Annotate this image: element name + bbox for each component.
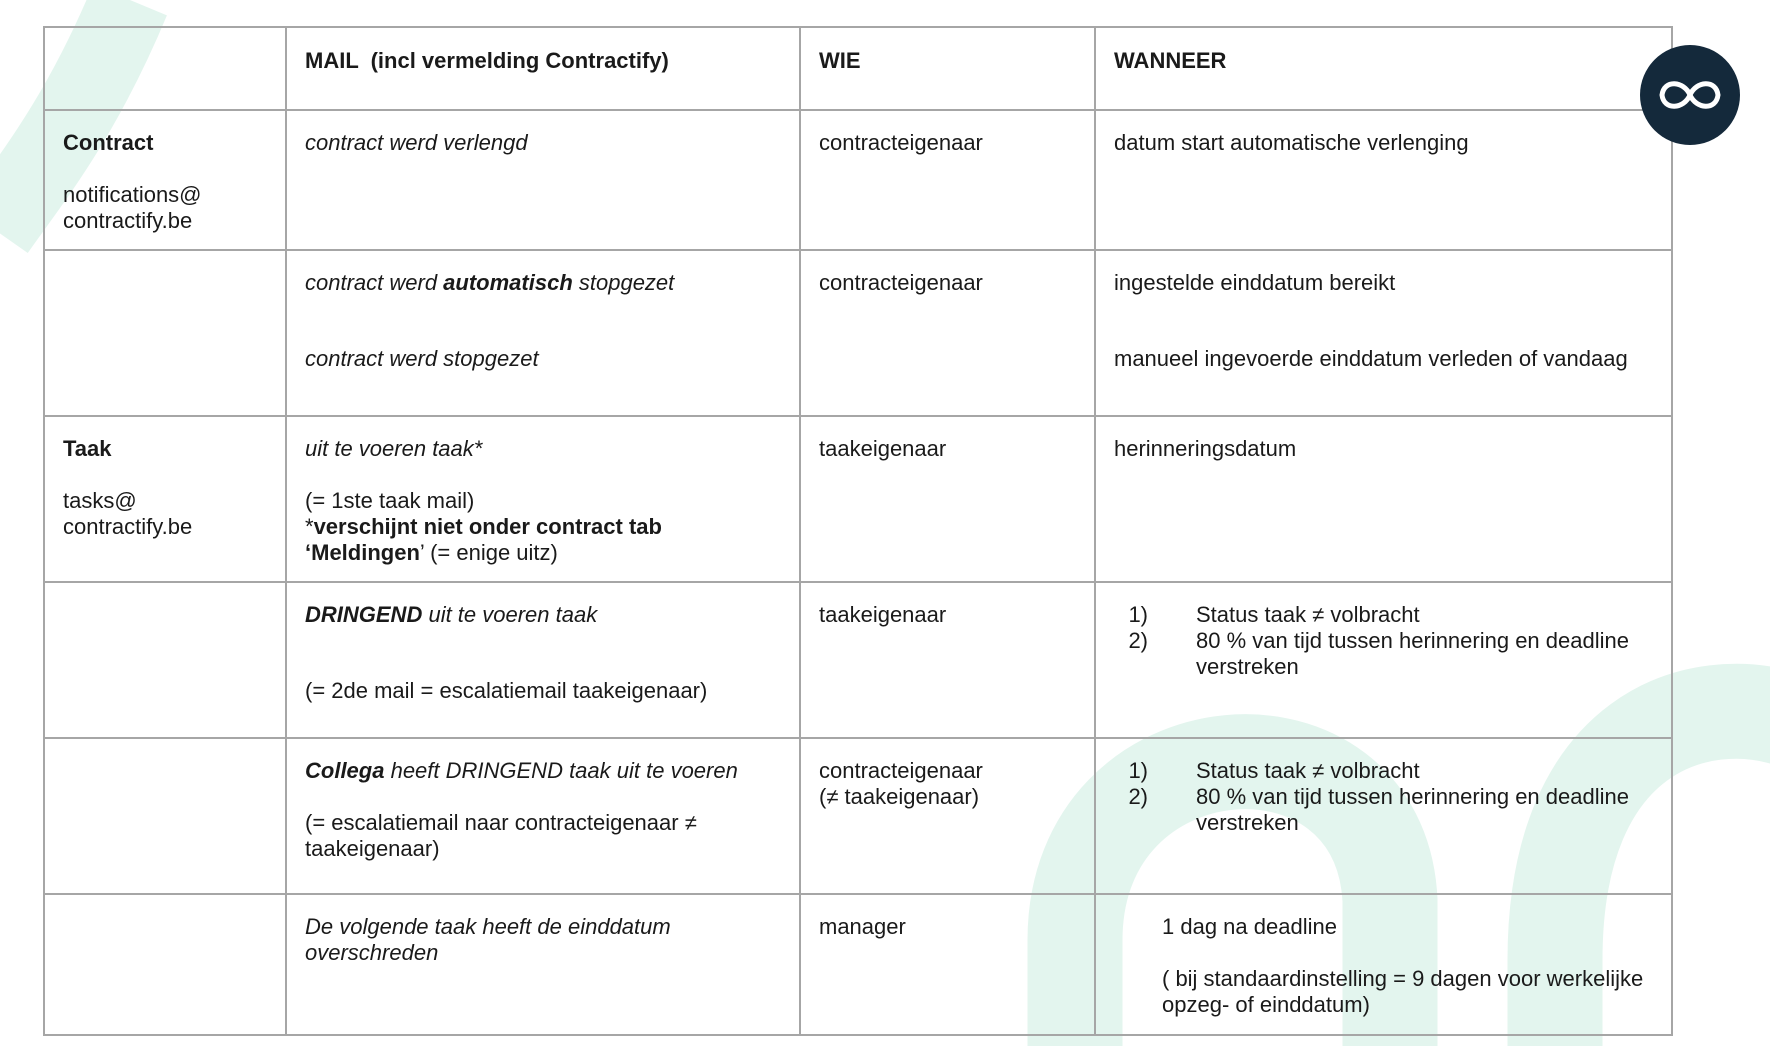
header-wanneer: WANNEER — [1095, 27, 1672, 110]
wanneer-cell — [1095, 738, 1672, 894]
list-item — [1096, 602, 1653, 628]
wanneer-text: 1 dag na deadline — [1162, 914, 1337, 939]
mail-note: ’ (= enige uitz) — [419, 540, 558, 565]
list-number: 1) — [1128, 602, 1148, 627]
wie-cell: contracteigenaar — [800, 110, 1095, 250]
list-item — [1096, 628, 1653, 680]
mail-cell — [286, 738, 800, 894]
wanneer-text: manueel ingevoerde einddatum verleden of vandaag — [1114, 346, 1628, 371]
table-row — [44, 894, 1672, 1035]
wie-text: (≠ taakeigenaar) — [819, 784, 980, 809]
category-cell — [44, 110, 286, 250]
category-title: Contract — [63, 130, 154, 155]
category-title: Taak — [63, 436, 112, 461]
mail-note: (= 1ste taak mail) — [305, 488, 475, 513]
category-cell — [44, 894, 286, 1035]
category-email: notifications@ — [63, 182, 202, 207]
list-text: Status taak ≠ volbracht — [1196, 602, 1420, 627]
category-cell — [44, 250, 286, 416]
mail-cell — [286, 582, 800, 738]
mail-note: (= escalatiemail naar contracteigenaar ≠ taakeigenaar) — [305, 810, 697, 861]
table-row — [44, 110, 1672, 250]
list-text: 80 % van tijd tussen herinnering en deadline verstreken — [1196, 784, 1629, 835]
mail-note: (= 2de mail = escalatiemail taakeigenaar) — [305, 678, 708, 703]
category-cell — [44, 738, 286, 894]
wanneer-cell — [1095, 582, 1672, 738]
mail-text: stopgezet — [572, 270, 675, 295]
list-number: 2) — [1128, 628, 1148, 653]
table-row — [44, 416, 1672, 582]
list-text: Status taak ≠ volbracht — [1196, 758, 1420, 783]
mail-cell: De volgende taak heeft de einddatum overschreden — [286, 894, 800, 1035]
wie-cell — [800, 738, 1095, 894]
contractify-logo-icon — [1640, 45, 1740, 145]
list-text: 80 % van tijd tussen herinnering en deadline verstreken — [1196, 628, 1629, 679]
mail-text: uit te voeren taak — [422, 602, 598, 627]
mail-text: contract werd — [305, 270, 444, 295]
table-row — [44, 582, 1672, 738]
mail-text-bold: automatisch — [443, 270, 573, 295]
wie-cell: contracteigenaar — [800, 250, 1095, 416]
list-number: 2) — [1128, 784, 1148, 809]
table-row — [44, 250, 1672, 416]
header-row — [44, 27, 1672, 110]
wie-cell: manager — [800, 894, 1095, 1035]
category-cell — [44, 416, 286, 582]
category-email: tasks@ — [63, 488, 137, 513]
wanneer-text: ingestelde einddatum bereikt — [1114, 270, 1396, 295]
mail-text: uit te voeren taak* — [305, 436, 483, 461]
mail-cell — [286, 416, 800, 582]
list-number: 1) — [1128, 758, 1148, 783]
wanneer-cell — [1095, 894, 1672, 1035]
table-row — [44, 738, 1672, 894]
category-cell — [44, 582, 286, 738]
wie-cell: taakeigenaar — [800, 582, 1095, 738]
mail-note-bold: verschijnt niet onder contract tab ‘Meldingen — [305, 514, 662, 565]
mail-text: contract werd stopgezet — [305, 346, 539, 371]
category-email: contractify.be — [63, 514, 193, 539]
mail-text: heeft DRINGEND taak uit te voeren — [384, 758, 738, 783]
header-mail: MAIL (incl vermelding Contractify) — [286, 27, 800, 110]
mail-text-bold: DRINGEND — [305, 602, 423, 627]
notification-table — [43, 26, 1673, 1036]
mail-cell — [286, 250, 800, 416]
wanneer-text: ( bij standaardinstelling = 9 dagen voor werkelijke opzeg- of einddatum) — [1162, 966, 1644, 1017]
category-email: contractify.be — [63, 208, 193, 233]
mail-note: * — [305, 514, 314, 539]
wie-cell: taakeigenaar — [800, 416, 1095, 582]
wie-text: contracteigenaar — [819, 758, 983, 783]
list-item — [1096, 758, 1653, 784]
mail-cell: contract werd verlengd — [286, 110, 800, 250]
mail-text-bold: Collega — [305, 758, 385, 783]
wanneer-cell: herinneringsdatum — [1095, 416, 1672, 582]
wanneer-cell: datum start automatische verlenging — [1095, 110, 1672, 250]
header-wie: WIE — [800, 27, 1095, 110]
header-empty — [44, 27, 286, 110]
list-item — [1096, 784, 1653, 836]
wanneer-cell — [1095, 250, 1672, 416]
